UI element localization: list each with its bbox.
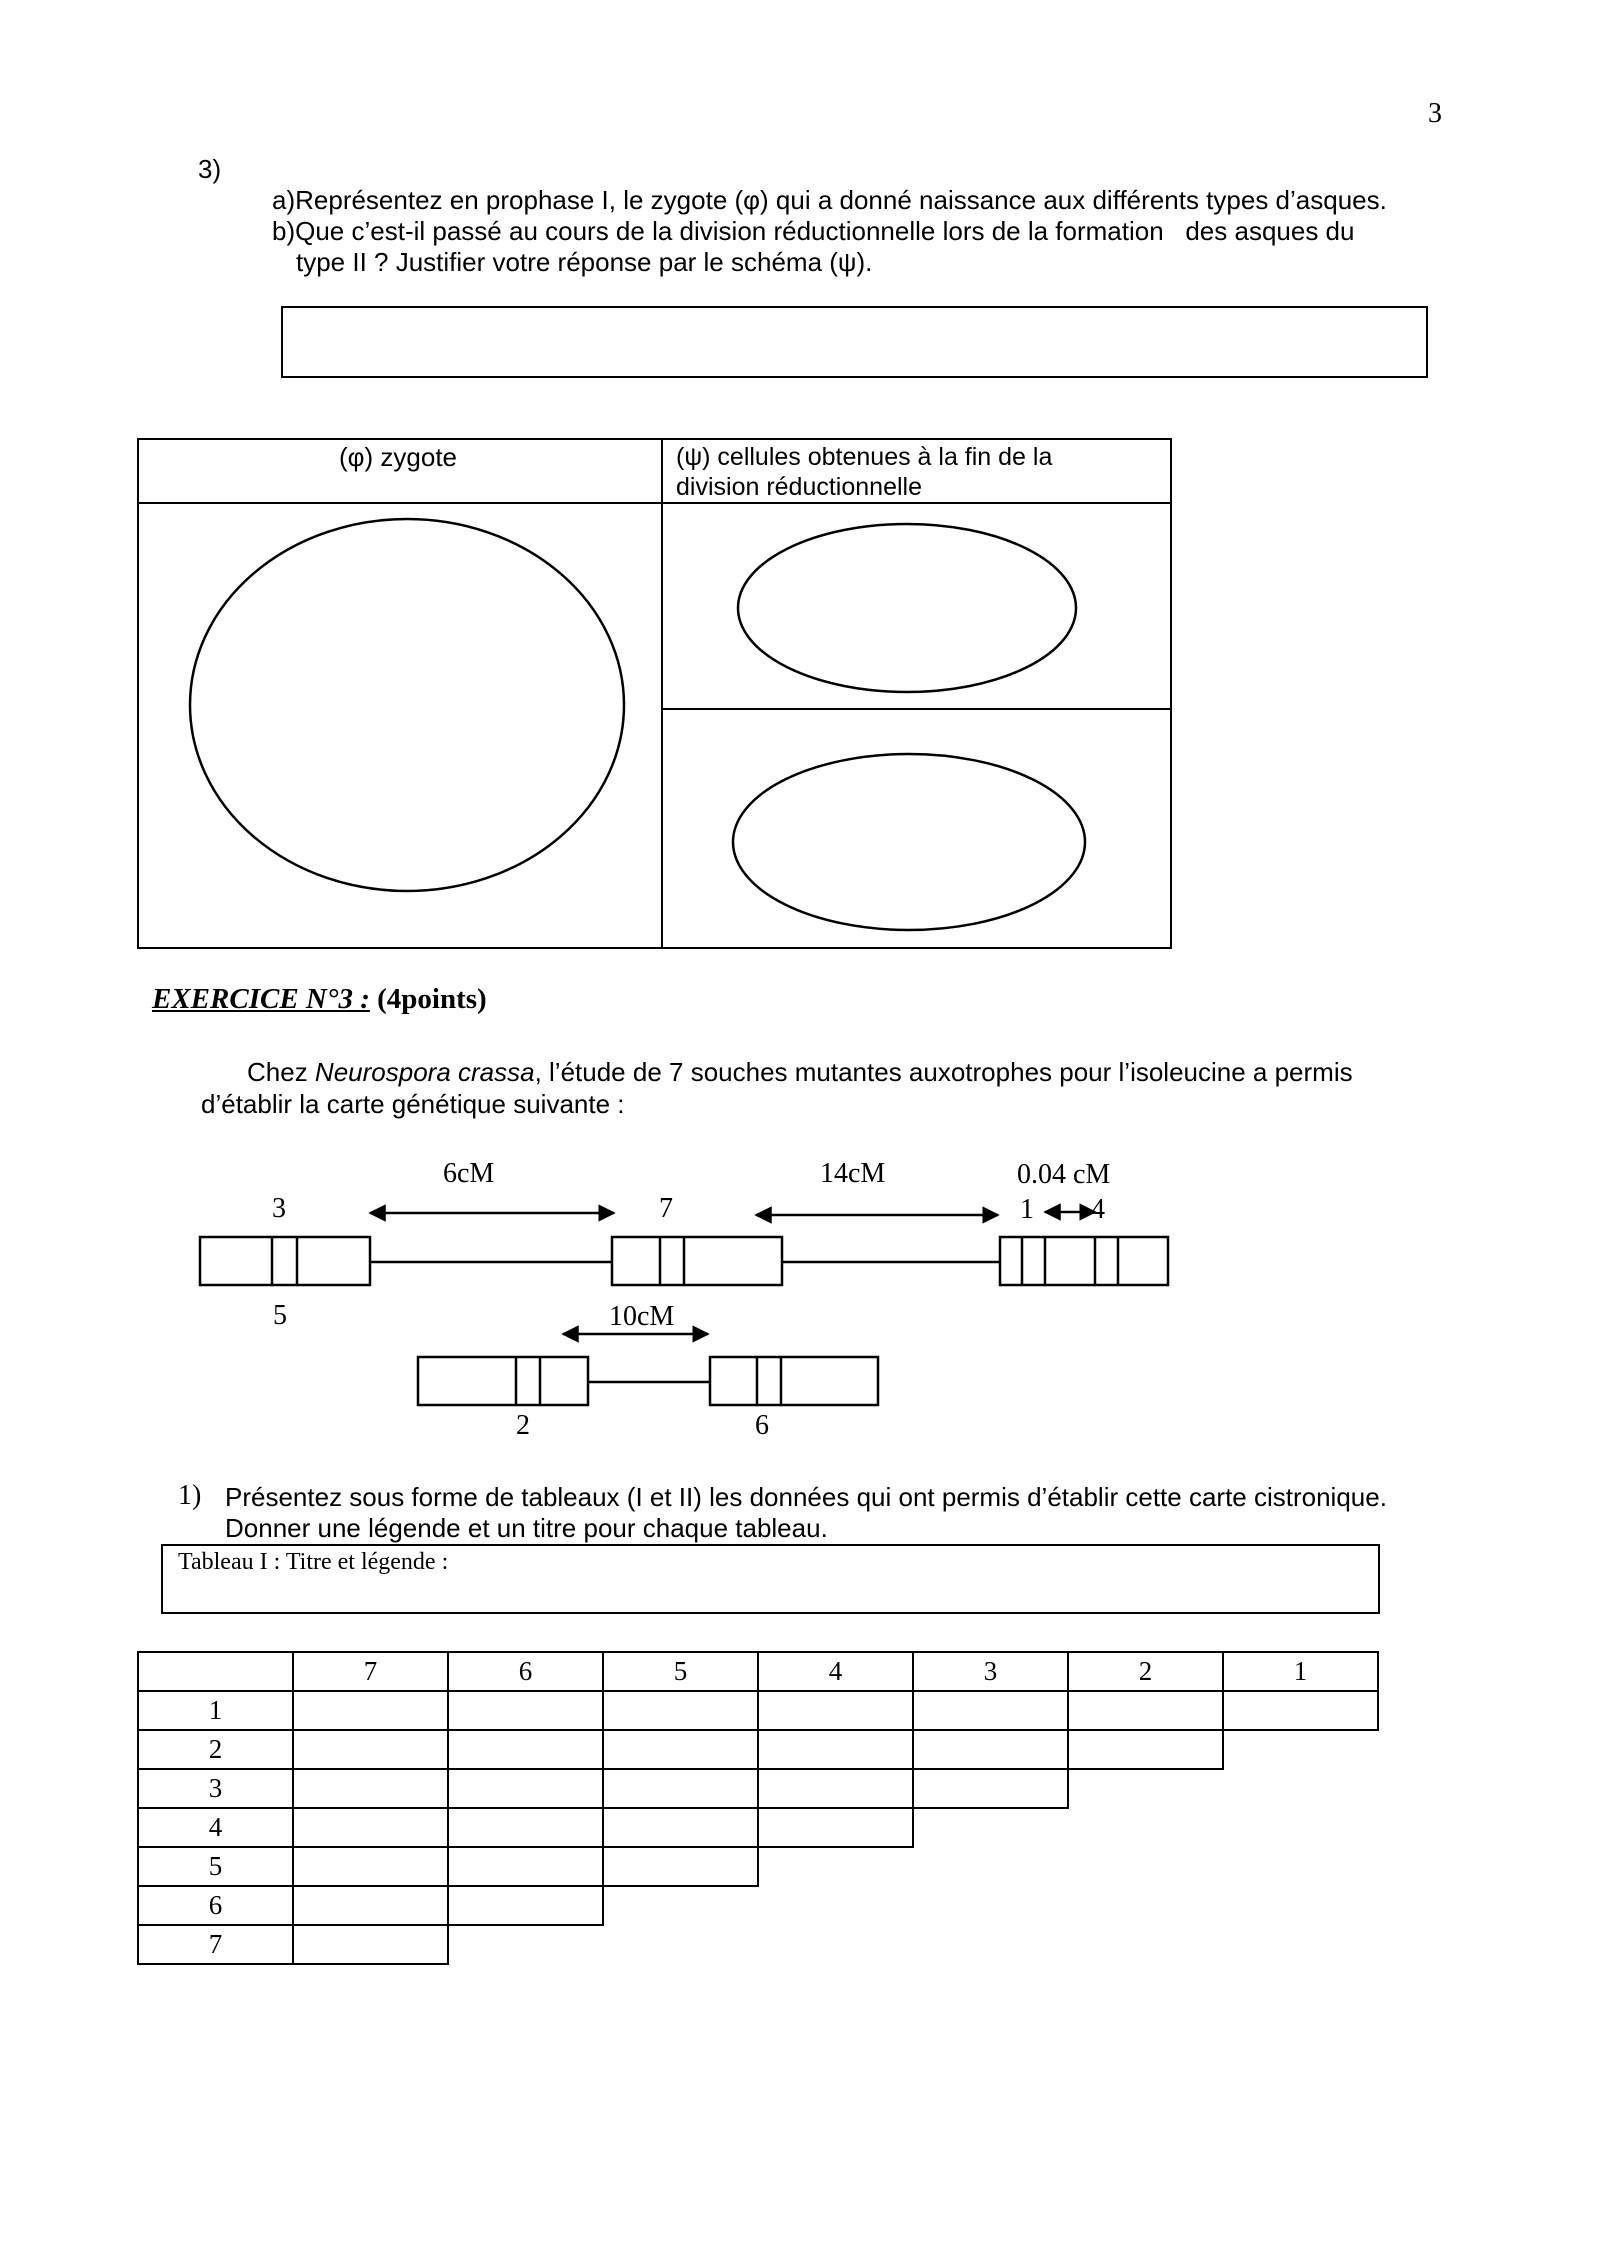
column-header-3: 3 bbox=[912, 1651, 1069, 1692]
zygote-circle bbox=[190, 519, 624, 891]
row-header-2: 2 bbox=[137, 1729, 294, 1770]
table-cell[interactable] bbox=[602, 1807, 759, 1848]
table-cell[interactable] bbox=[1067, 1690, 1224, 1731]
cell-ellipse-top bbox=[738, 524, 1076, 692]
column-header-1: 1 bbox=[1222, 1651, 1379, 1692]
table-cell[interactable] bbox=[602, 1729, 759, 1770]
table-cell[interactable] bbox=[602, 1768, 759, 1809]
question-3a-text: a)Représentez en prophase I, le zygote (φ) qui a donné naissance aux différents types d’asques. bbox=[272, 185, 1387, 215]
locus-box-6 bbox=[710, 1357, 878, 1405]
tableau-1-caption-box[interactable] bbox=[161, 1544, 1380, 1614]
table-cell[interactable] bbox=[757, 1729, 914, 1770]
locus-box-2 bbox=[418, 1357, 588, 1405]
distance-label-0-04cm: 0.04 cM bbox=[1017, 1159, 1111, 1190]
exercise-3-heading bbox=[152, 983, 487, 1016]
intro-prefix: Chez bbox=[247, 1057, 315, 1087]
distance-label-10cm: 10cM bbox=[609, 1301, 675, 1332]
row-header-7: 7 bbox=[137, 1924, 294, 1965]
locus-box-1-4 bbox=[1000, 1237, 1168, 1285]
table-cell[interactable] bbox=[292, 1729, 449, 1770]
mutant-label-1: 1 bbox=[1020, 1194, 1034, 1225]
tableau-1-caption: Tableau I : Titre et légende : bbox=[178, 1549, 449, 1575]
table-cell[interactable] bbox=[602, 1846, 759, 1887]
exercise-3-points: (4points) bbox=[377, 983, 487, 1015]
exercise-3-intro-line2: d’établir la carte génétique suivante : bbox=[201, 1089, 625, 1119]
schema-table bbox=[137, 438, 1172, 949]
exercise-3-title: EXERCICE N°3 : bbox=[152, 983, 370, 1015]
column-header-2: 2 bbox=[1067, 1651, 1224, 1692]
table-cell[interactable] bbox=[292, 1885, 449, 1926]
table-cell[interactable] bbox=[447, 1885, 604, 1926]
table-cell[interactable] bbox=[757, 1690, 914, 1731]
column-header-7: 7 bbox=[292, 1651, 449, 1692]
table-cell[interactable] bbox=[292, 1924, 449, 1965]
table-cell[interactable] bbox=[912, 1690, 1069, 1731]
exercise-3-intro bbox=[247, 1057, 1353, 1088]
species-name: Neurospora crassa bbox=[314, 1057, 535, 1087]
question-3-number: 3) bbox=[198, 154, 222, 184]
table-corner-cell bbox=[137, 1651, 294, 1692]
question-1-number: 1) bbox=[178, 1480, 202, 1511]
intro-rest: , l’étude de 7 souches mutantes auxotrophes pour l’isoleucine a permis bbox=[534, 1057, 1353, 1087]
distance-label-14cm: 14cM bbox=[820, 1158, 886, 1189]
table-cell[interactable] bbox=[447, 1768, 604, 1809]
question-1-text-continued: Donner une légende et un titre pour chaque tableau. bbox=[225, 1513, 828, 1543]
table-cell[interactable] bbox=[602, 1690, 759, 1731]
table-cell[interactable] bbox=[757, 1807, 914, 1848]
answer-box[interactable] bbox=[281, 306, 1428, 378]
question-3b-text-continued: type II ? Justifier votre réponse par le schéma (ψ). bbox=[296, 247, 873, 277]
distance-label-6cm: 6cM bbox=[443, 1158, 495, 1189]
row-header-5: 5 bbox=[137, 1846, 294, 1887]
table-cell[interactable] bbox=[1067, 1729, 1224, 1770]
mutant-label-4: 4 bbox=[1091, 1194, 1105, 1225]
locus-box-3-5 bbox=[200, 1237, 370, 1285]
cells-header-line1: (ψ) cellules obtenues à la fin de la bbox=[676, 443, 1053, 471]
locus-box-7 bbox=[612, 1237, 782, 1285]
table-cell[interactable] bbox=[292, 1768, 449, 1809]
cells-header-line2: division réductionnelle bbox=[676, 473, 922, 501]
cell-ellipse-bottom bbox=[733, 754, 1085, 930]
mutant-label-2: 2 bbox=[516, 1410, 530, 1441]
column-header-5: 5 bbox=[602, 1651, 759, 1692]
column-header-6: 6 bbox=[447, 1651, 604, 1692]
table-cell[interactable] bbox=[447, 1846, 604, 1887]
row-header-3: 3 bbox=[137, 1768, 294, 1809]
mutant-label-7: 7 bbox=[659, 1193, 673, 1224]
zygote-header: (φ) zygote bbox=[339, 442, 458, 472]
row-header-6: 6 bbox=[137, 1885, 294, 1926]
question-3b-text: b)Que c’est-il passé au cours de la division réductionnelle lors de la formation des asques du bbox=[272, 216, 1355, 246]
row-header-4: 4 bbox=[137, 1807, 294, 1848]
table-cell[interactable] bbox=[447, 1807, 604, 1848]
mutant-label-5: 5 bbox=[273, 1300, 287, 1331]
table-cell[interactable] bbox=[292, 1846, 449, 1887]
mutant-label-3: 3 bbox=[272, 1193, 286, 1224]
row-header-1: 1 bbox=[137, 1690, 294, 1731]
table-cell[interactable] bbox=[447, 1729, 604, 1770]
table-cell[interactable] bbox=[292, 1690, 449, 1731]
question-1-text: Présentez sous forme de tableaux (I et II) les données qui ont permis d’établir cette carte cistronique. bbox=[225, 1482, 1387, 1512]
table-cell[interactable] bbox=[447, 1690, 604, 1731]
page-number: 3 bbox=[1428, 98, 1442, 129]
table-cell[interactable] bbox=[1222, 1690, 1379, 1731]
schema-drawing-area bbox=[139, 440, 1170, 947]
column-header-4: 4 bbox=[757, 1651, 914, 1692]
table-cell[interactable] bbox=[912, 1768, 1069, 1809]
mutant-label-6: 6 bbox=[755, 1410, 769, 1441]
table-cell[interactable] bbox=[757, 1768, 914, 1809]
table-cell[interactable] bbox=[292, 1807, 449, 1848]
table-cell[interactable] bbox=[912, 1729, 1069, 1770]
